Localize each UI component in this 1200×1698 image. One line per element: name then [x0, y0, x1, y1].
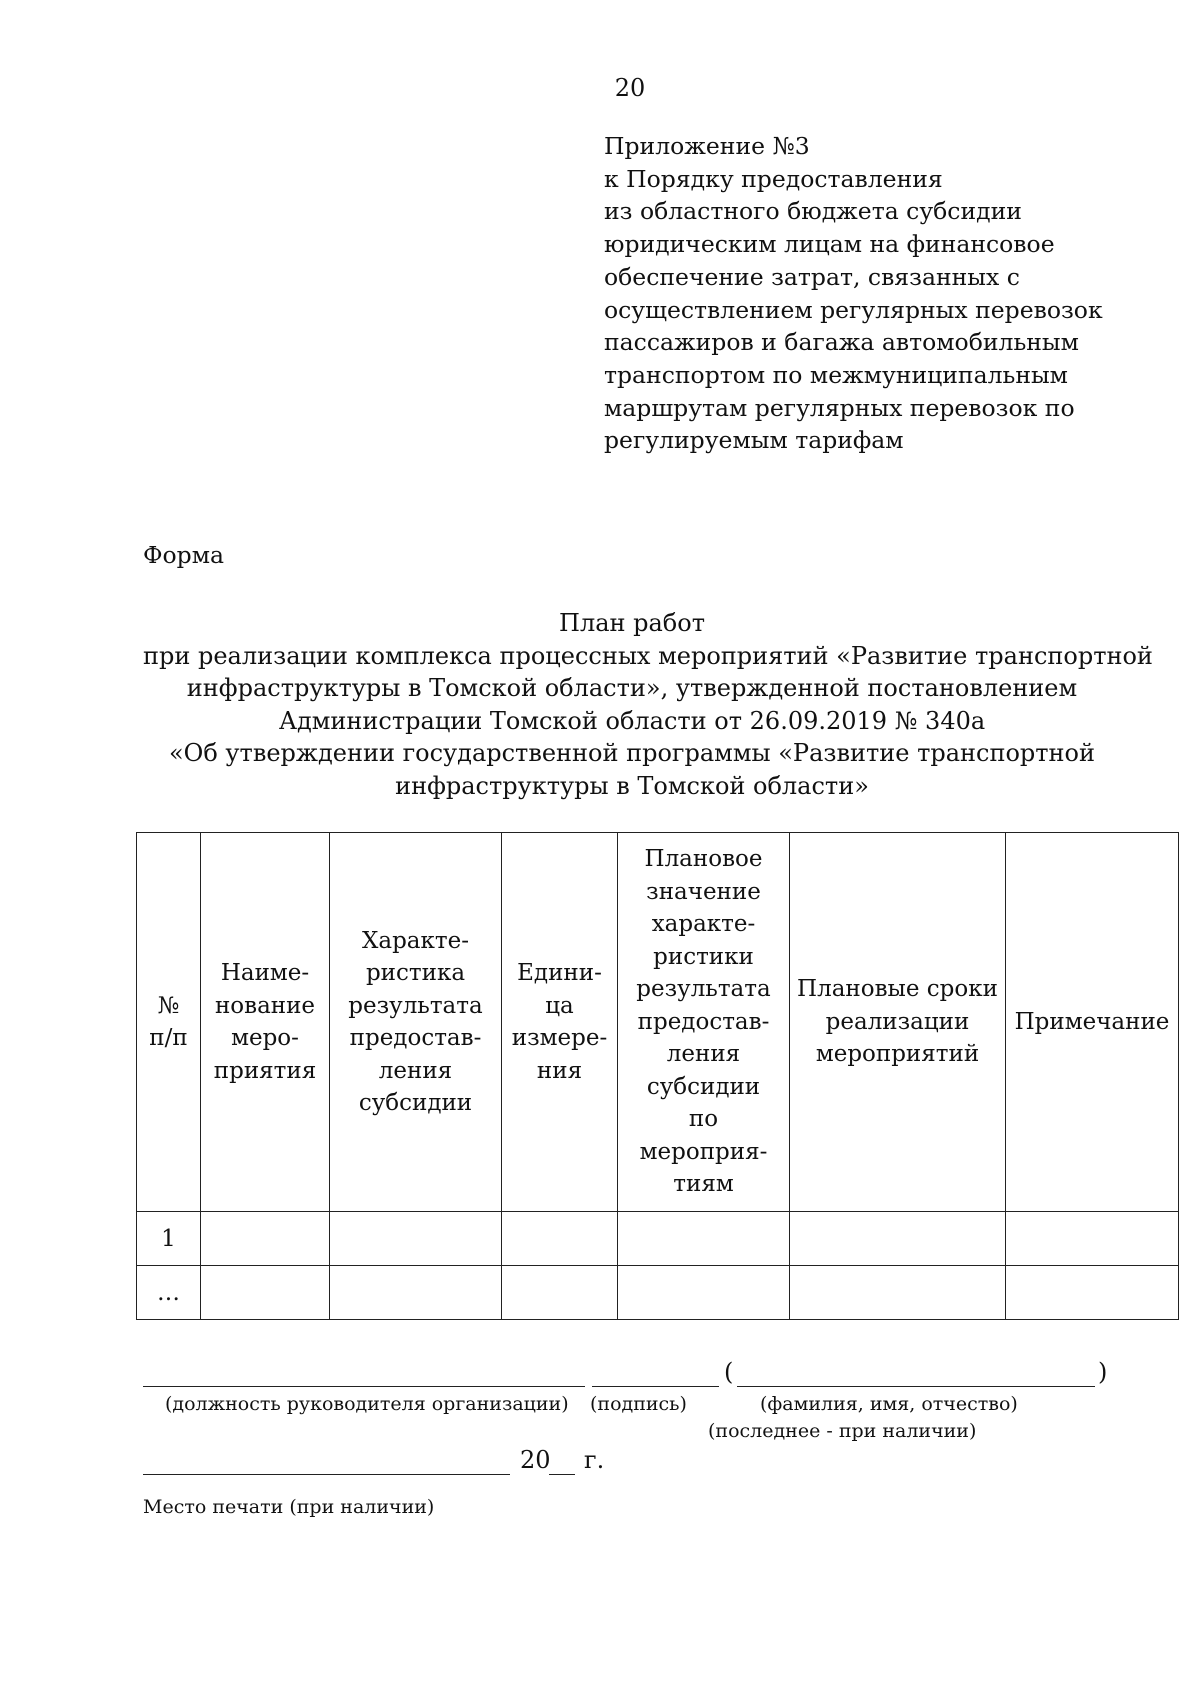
header-line: нование [214, 992, 316, 1019]
header-line: ристики [653, 943, 754, 970]
header-line: ристика [365, 960, 466, 986]
header-line: Наиме- [220, 960, 310, 986]
table-cell [1006, 1266, 1179, 1320]
table-cell [790, 1266, 1006, 1320]
table-cell [330, 1212, 502, 1266]
plan-title-line: при реализации комплекса процессных мероприятий «Развитие транспортной [143, 641, 1153, 670]
appendix-line: юридическим лицам на финансовое [604, 230, 1055, 259]
header-line: ления [378, 1057, 453, 1084]
header-line: предостав- [637, 1008, 770, 1035]
plan-title-line: «Об утверждении государственной программы «Развитие транспортной [168, 739, 1095, 767]
appendix-line: транспортом по межмуниципальным [604, 360, 1068, 389]
plan-title-line: инфраструктуры в Томской области» [395, 771, 869, 800]
appendix-line: к Порядку предоставления [604, 164, 943, 193]
name-caption-secondary: (последнее - при наличии) [708, 1420, 977, 1442]
header-line: Едини- [517, 960, 602, 986]
header-number [137, 833, 201, 1212]
header-line: предостав- [349, 1025, 482, 1051]
header-line: Характе- [361, 927, 469, 954]
appendix-line: регулируемым тарифам [604, 426, 904, 455]
form-label: Форма [143, 541, 224, 569]
header-note [1006, 833, 1179, 1212]
year-suffix: г. [584, 1446, 605, 1474]
header-event-name [201, 833, 330, 1212]
table-cell [502, 1212, 618, 1266]
appendix-line: обеспечение затрат, связанных с [604, 262, 1020, 291]
appendix-header [604, 130, 1103, 457]
header-line: субсидии [646, 1073, 761, 1100]
table-cell [502, 1266, 618, 1320]
header-line: реализации [825, 1008, 970, 1035]
appendix-line: пассажиров и багажа автомобильным [604, 328, 1079, 357]
header-unit [502, 833, 618, 1212]
header-line: результата [636, 976, 771, 1003]
header-line: ца [545, 992, 574, 1019]
table-cell: … [137, 1266, 201, 1320]
table-cell [618, 1212, 790, 1266]
plan-table [136, 832, 1179, 1320]
table-cell [618, 1266, 790, 1320]
year-blank-line [549, 1474, 575, 1475]
header-line: Плановые сроки [797, 976, 998, 1003]
header-line: результата [348, 992, 483, 1019]
name-caption: (фамилия, имя, отчество) [760, 1393, 1018, 1415]
position-caption: (должность руководителя организации) [165, 1393, 569, 1415]
header-line: ния [536, 1057, 583, 1084]
header-line: ления [666, 1041, 741, 1068]
header-line: Плановое [644, 846, 763, 873]
header-planned-value [618, 833, 790, 1212]
signature-caption: (подпись) [590, 1393, 687, 1415]
plan-title-line: Администрации Томской области от 26.09.2019 № 340а [278, 706, 986, 735]
table-row [137, 1212, 1179, 1266]
position-signature-line [143, 1386, 585, 1387]
header-line: значение [646, 878, 761, 905]
plan-title [143, 607, 1153, 802]
header-line: измере- [511, 1025, 608, 1051]
table-header-row [137, 833, 1179, 1212]
header-line: Примечание [1014, 1008, 1170, 1035]
name-open-paren: ( [724, 1358, 734, 1386]
appendix-line: из областного бюджета субсидии [604, 197, 1022, 226]
table-cell [201, 1266, 330, 1320]
header-planned-dates [790, 833, 1006, 1212]
appendix-line: Приложение №3 [604, 132, 810, 160]
appendix-line: осуществлением регулярных перевозок [604, 295, 1103, 324]
header-line: приятия [213, 1057, 317, 1084]
header-line: п/п [149, 1025, 188, 1051]
year-text: 20 [520, 1446, 551, 1474]
header-line: субсидии [358, 1090, 473, 1116]
signature-line [592, 1386, 719, 1387]
table-cell [201, 1212, 330, 1266]
header-line: тиям [673, 1171, 734, 1198]
header-line: мероприятий [815, 1041, 980, 1068]
stamp-place: Место печати (при наличии) [143, 1496, 435, 1518]
header-result-characteristic [330, 833, 502, 1212]
page-number: 20 [614, 74, 646, 102]
plan-title-line: инфраструктуры в Томской области», утвержденной постановлением [186, 674, 1078, 702]
table-row [137, 1266, 1179, 1320]
appendix-line: маршрутам регулярных перевозок по [604, 393, 1075, 422]
table-cell [1006, 1212, 1179, 1266]
date-line [143, 1474, 510, 1475]
name-close-paren: ) [1098, 1358, 1108, 1386]
table-cell [330, 1266, 502, 1320]
plan-title-line: План работ [559, 609, 705, 637]
table-cell [790, 1212, 1006, 1266]
name-signature-line [737, 1386, 1095, 1387]
header-line: характе- [651, 911, 756, 938]
header-line: мероприя- [639, 1138, 768, 1165]
header-line: меро- [231, 1025, 299, 1051]
header-line: по [688, 1106, 719, 1133]
table-cell: 1 [137, 1212, 201, 1266]
header-line: № [157, 992, 180, 1019]
